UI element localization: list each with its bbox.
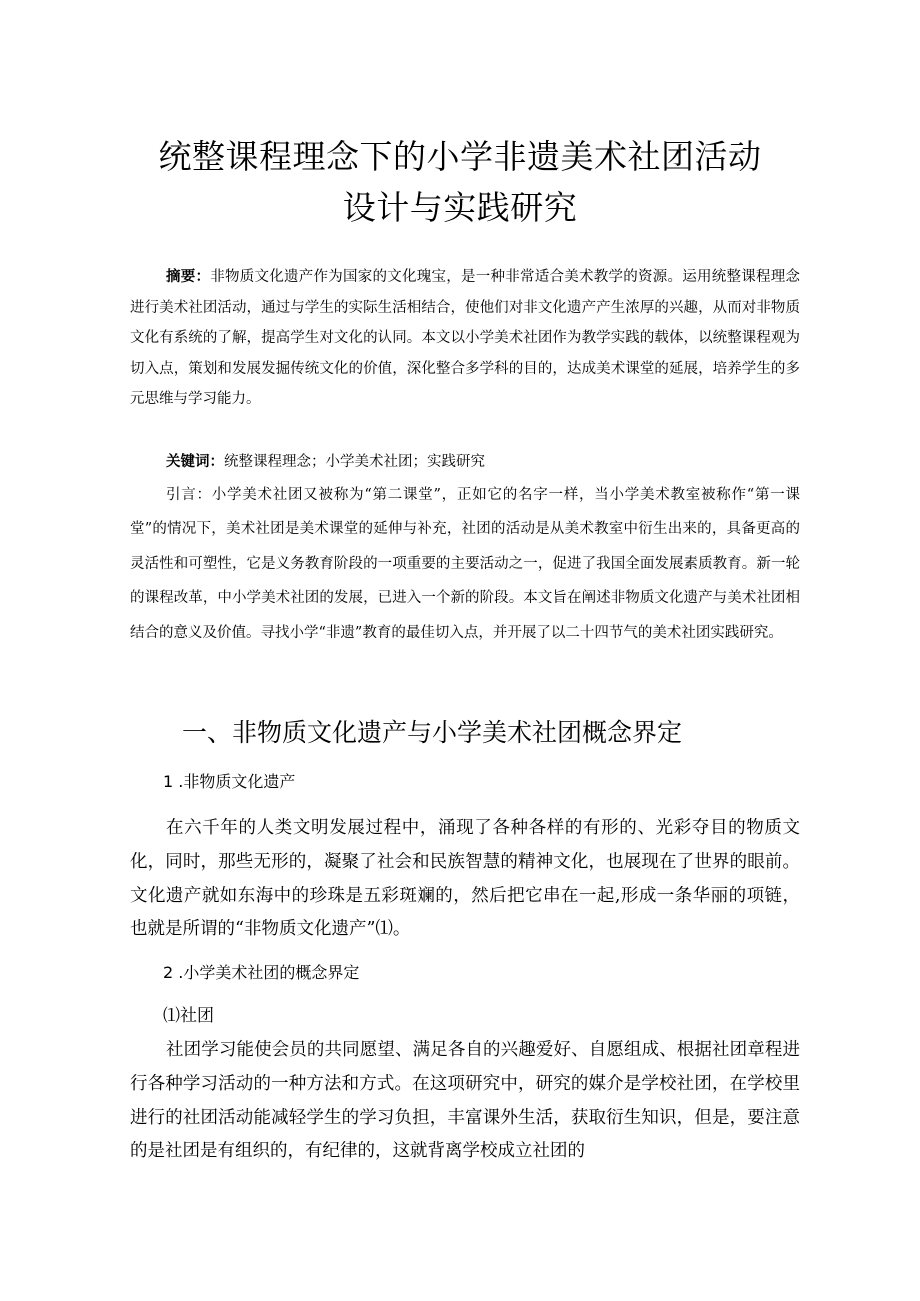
- item-label-shetuan: ⑴社团: [163, 1006, 214, 1026]
- introduction-paragraph: 引言：小学美术社团又被称为“第二课堂”，正如它的名字一样，当小学美术教室被称作“第一课堂”的情况下，美术社团是美术课堂的延伸与补充，社团的活动是从美术教室中衍生出来的，具备更高的灵活性和可塑性，它是义务教育阶段的一项重要的主要活动之一，促进了我国全面发展素质教育。新一轮的课程改革，中小学美术社团的发展，已进入一个新的阶段。本文旨在阐述非物质文化遗产与美术社团相结合的意义及价值。寻找小学“非遗”教育的最佳切入点，并开展了以二十四节气的美术社团实践研究。: [130, 487, 800, 641]
- subsection-2-heading: 2 .小学美术社团的概念界定: [163, 963, 360, 982]
- keywords-line: [166, 447, 485, 477]
- section-1-heading: 一、非物质文化遗产与小学美术社团概念界定: [182, 718, 683, 747]
- paper-title-line-1: 统整课程理念下的小学非遗美术社团活动: [158, 137, 762, 176]
- paper-title-line-2: 设计与实践研究: [342, 188, 578, 227]
- abstract-text: 非物质文化遗产作为国家的文化瑰宝，是一种非常适合美术教学的资源。运用统整课程理念进行美术社团活动，通过与学生的实际生活相结合，使他们对非文化遗产产生浓厚的兴趣，从而对非物质文化有系统的了解，提高学生对文化的认同。本文以小学美术社团作为教学实践的载体，以统整课程观为切入点，策划和发展发掘传统文化的价值，深化整合多学科的目的，达成美术课堂的延展，培养学生的多元思维与学习能力。: [130, 269, 800, 408]
- abstract-paragraph: [130, 262, 800, 415]
- subsection-2-paragraph: 社团学习能使会员的共同愿望、满足各自的兴趣爱好、自愿组成、根据社团章程进行各种学习活动的一种方法和方式。在这项研究中，研究的媒介是学校社团，在学校里进行的社团活动能减轻学生的学习负担，丰富课外生活，获取衍生知识，但是，要注意的是社团是有组织的，有纪律的，这就背离学校成立社团的: [130, 1040, 800, 1162]
- keywords-text: 统整课程理念；小学美术社团；实践研究: [224, 454, 485, 470]
- subsection-1-paragraph: 在六千年的人类文明发展过程中，涌现了各种各样的有形的、光彩夺目的物质文化，同时，那些无形的，凝聚了社会和民族智慧的精神文化，也展现在了世界的眼前。文化遗产就如东海中的珍珠是五彩斑斓的，然后把它串在一起,形成一条华丽的项链，也就是所谓的“非物质文化遗产”⑴。: [130, 818, 800, 940]
- subsection-1-heading: 1 .非物质文化遗产: [163, 772, 296, 791]
- abstract-label: 摘要：: [166, 269, 211, 285]
- keywords-label: 关键词：: [166, 454, 224, 470]
